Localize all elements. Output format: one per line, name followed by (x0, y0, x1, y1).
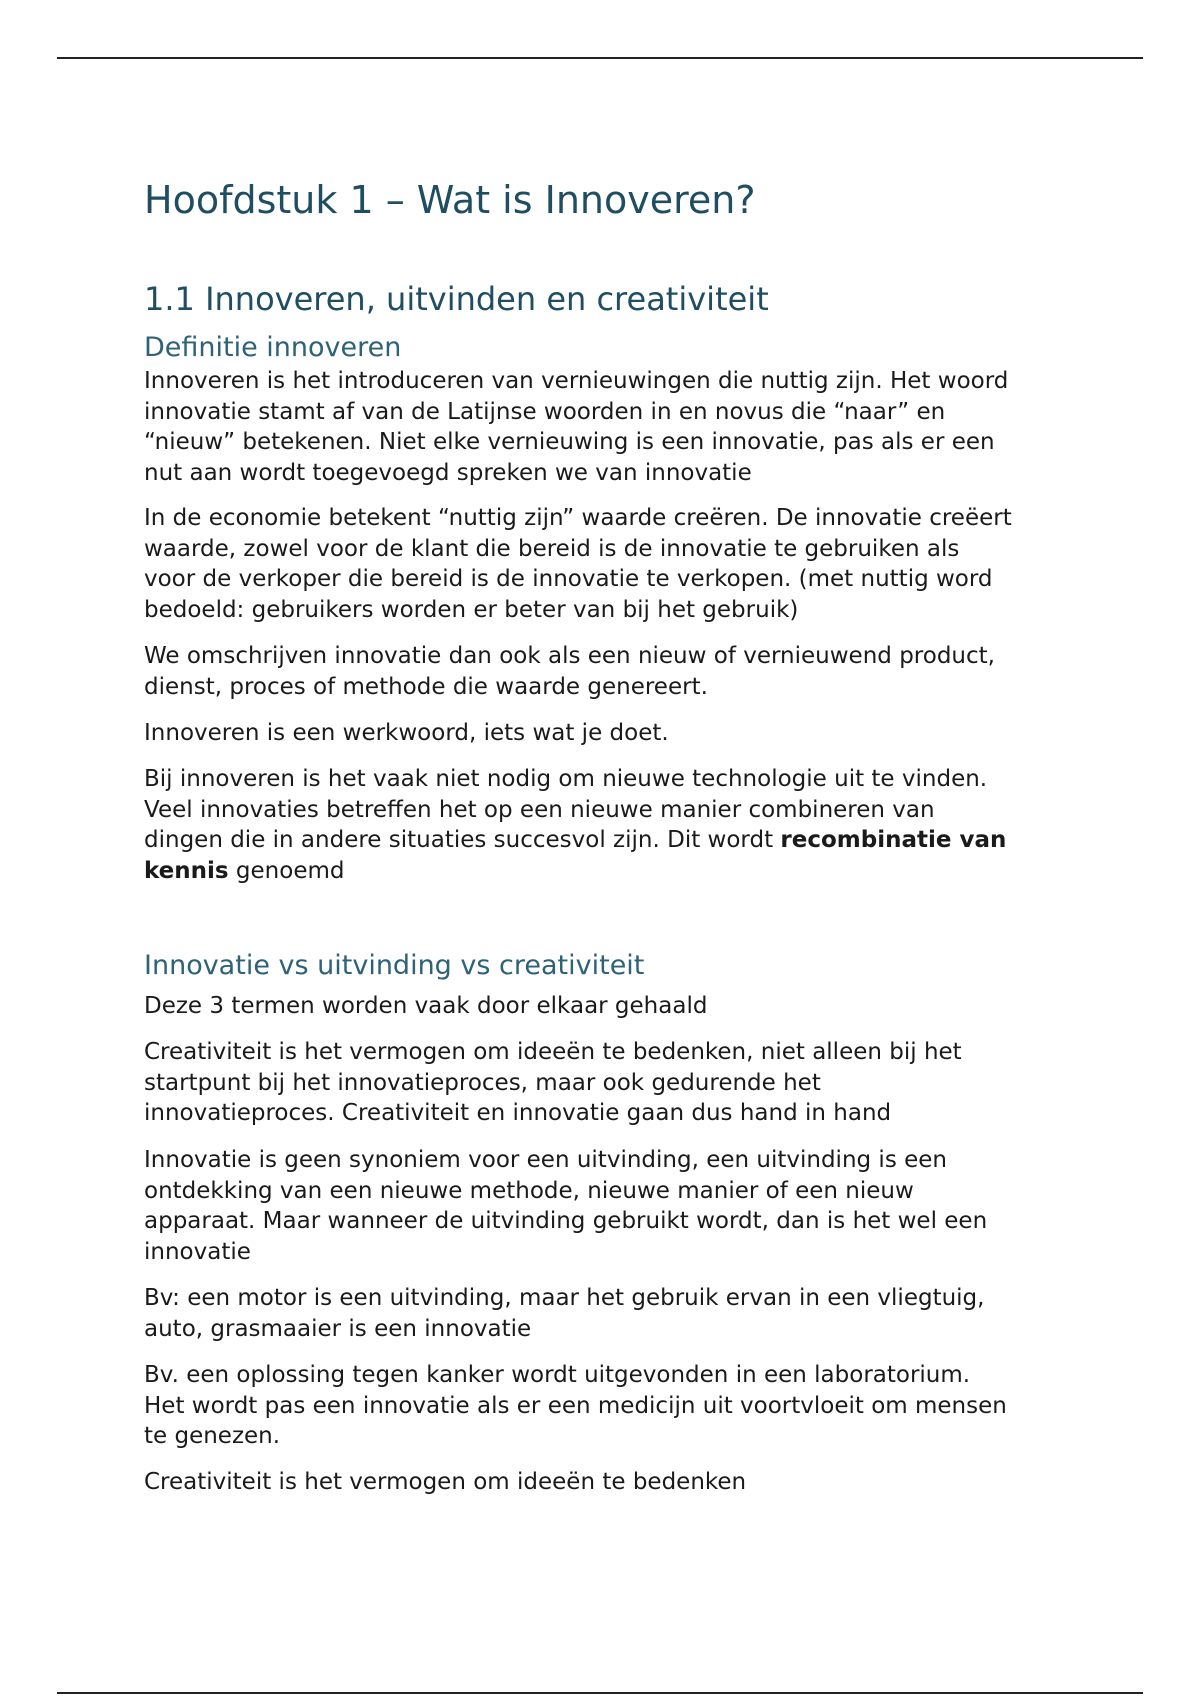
text-line: dienst, proces of methode die waarde genereert. (144, 673, 708, 700)
text-line: Creativiteit is het vermogen om ideeën te bedenken (144, 1469, 747, 1495)
text-line: Innoveren is het introduceren van vernieuwingen die nuttig zijn. Het woord (144, 368, 1009, 394)
text-line: innovatie (144, 1238, 251, 1265)
text-line: bedoeld: gebruikers worden er beter van bij het gebruik) (144, 596, 799, 623)
vergelijking-paragraph-1 (144, 991, 1064, 1022)
text-line: innovatie stamt af van de Latijnse woorden in en novus die “naar” en (144, 398, 946, 425)
definitie-paragraph-5 (144, 764, 1064, 886)
text-line: Creativiteit is het vermogen om ideeën te bedenken, niet alleen bij het (144, 1039, 962, 1065)
bold-term: recombinatie van (780, 827, 1007, 853)
chapter-title: Hoofdstuk 1 – Wat is Innoveren? (144, 178, 756, 222)
footer-rule (57, 1692, 1143, 1694)
text-line (144, 856, 1064, 887)
text-line: In de economie betekent “nuttig zijn” waarde creëren. De innovatie creëert (144, 505, 1012, 531)
definitie-paragraph-3 (144, 641, 1064, 702)
definitie-paragraph-2 (144, 503, 1064, 625)
text-line (144, 825, 1064, 856)
vergelijking-heading: Innovatie vs uitvinding vs creativiteit (144, 950, 645, 981)
text-line: “nieuw” betekenen. Niet elke vernieuwing is een innovatie, pas als er een (144, 429, 995, 455)
text-line: We omschrijven innovatie dan ook als een nieuw of vernieuwend product, (144, 643, 995, 669)
text-line: Het wordt pas een innovatie als er een medicijn uit voortvloeit om mensen (144, 1392, 1007, 1419)
text-line: ontdekking van een nieuwe methode, nieuwe manier of een nieuw (144, 1177, 914, 1204)
text-line: Bv: een motor is een uitvinding, maar het gebruik ervan in een vliegtuig, (144, 1285, 985, 1311)
text-line: nut aan wordt toegevoegd spreken we van innovatie (144, 459, 752, 486)
text-run: genoemd (228, 857, 345, 884)
vergelijking-paragraph-3 (144, 1145, 1064, 1267)
text-line: Deze 3 termen worden vaak door elkaar gehaald (144, 993, 708, 1019)
text-line: Innoveren is een werkwoord, iets wat je doet. (144, 720, 669, 746)
text-line: Innovatie is geen synoniem voor een uitvinding, een uitvinding is een (144, 1147, 947, 1173)
text-line: Bij innoveren is het vaak niet nodig om nieuwe technologie uit te vinden. (144, 766, 988, 792)
vergelijking-paragraph-6 (144, 1467, 1064, 1498)
definitie-paragraph-1 (144, 366, 1064, 488)
definitie-paragraph-4 (144, 718, 1064, 749)
text-line: te genezen. (144, 1423, 281, 1449)
vergelijking-paragraph-4 (144, 1283, 1064, 1344)
header-rule (57, 57, 1143, 59)
text-run: dingen die in andere situaties succesvol zijn. Dit wordt (144, 827, 781, 853)
text-line: Veel innovaties betreffen het op een nieuwe manier combineren van (144, 796, 935, 823)
text-line: innovatieproces. Creativiteit en innovatie gaan dus hand in hand (144, 1100, 892, 1126)
section-title: 1.1 Innoveren, uitvinden en creativiteit (144, 280, 769, 318)
bold-term: kennis (144, 857, 229, 884)
text-line: apparaat. Maar wanneer de uitvinding gebruikt wordt, dan is het wel een (144, 1208, 988, 1234)
vergelijking-paragraph-2 (144, 1037, 1064, 1129)
vergelijking-paragraph-5 (144, 1360, 1064, 1452)
definitie-heading: Definitie innoveren (144, 332, 402, 363)
text-line: Bv. een oplossing tegen kanker wordt uitgevonden in een laboratorium. (144, 1362, 971, 1388)
text-line: auto, grasmaaier is een innovatie (144, 1315, 532, 1342)
text-line: voor de verkoper die bereid is de innovatie te verkopen. (met nuttig word (144, 566, 993, 592)
text-line: startpunt bij het innovatieproces, maar ook gedurende het (144, 1069, 821, 1096)
text-line: waarde, zowel voor de klant die bereid is de innovatie te gebruiken als (144, 535, 960, 562)
